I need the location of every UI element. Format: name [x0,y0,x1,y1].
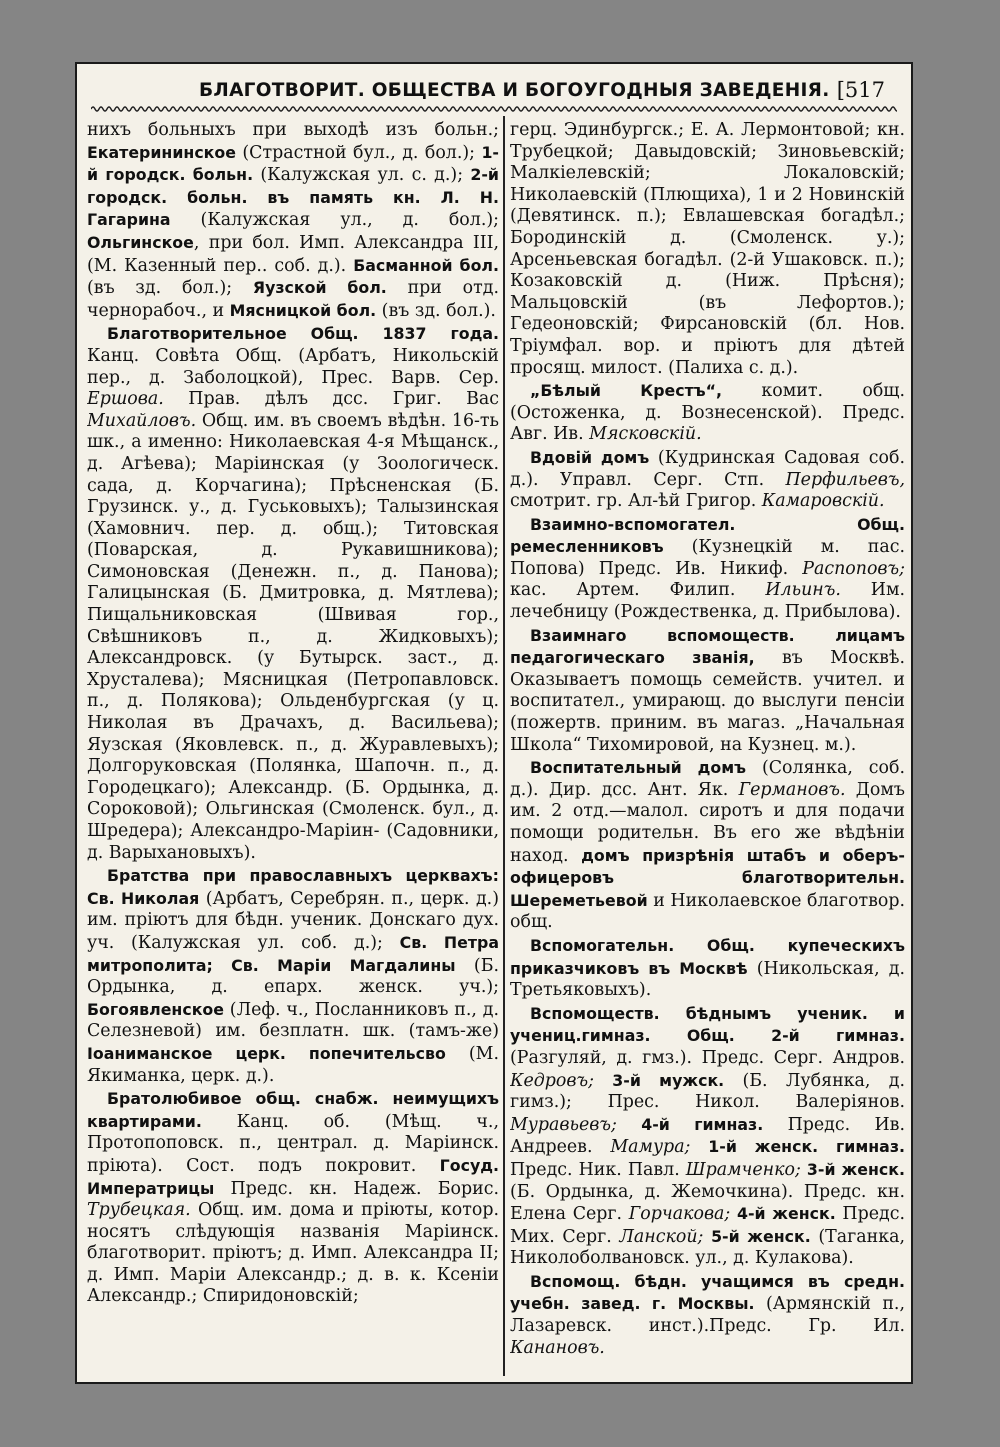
person-name-text: Кедровъ; [510,1070,594,1091]
entry-body-text: (въ зд. бол.); [87,278,253,299]
person-name-text: Германовъ. [738,779,846,800]
page-header [77,74,911,108]
entry-heading-text: Братолюбивое общ. снабж. неимущихъ квартирами. [87,1089,499,1131]
entry-body-text: (Б. Лубянка, д. гимз.); Прес. Никол. Валеріянов. [510,1070,905,1113]
entry-heading-text: Взаимнаго вспомоществ. лицамъ педагогическаго званія, [510,625,905,668]
entry-body-text: Им. лечебницу (Рождественка, д. Прибылова). [510,580,905,623]
entry-body-text: (Никольская, д. Третьяковыхъ). [510,958,905,1001]
entry-heading-text: 3-й женск. [806,1159,905,1179]
person-name-text: Ершова. [87,389,164,410]
entry-heading-text: Вспомощ. бѣдн. учащимся въ средн. учебн. завед. г. Москвы. [510,1271,905,1314]
entry-body-text: въ Москвѣ. Оказываетъ помощь семейств. учител. и воспитател., умирающ. до выслуги пенсіи (пожертв. приним. въ магаз. „Начальная Школа“ Тихомировой, на Кузнец. м.). [510,648,905,755]
person-name-text: Мясковскій. [589,424,702,445]
entry-body-text: (Армянскій п., Лазаревск. инст.).Предс. Гр. Ил. [510,1294,905,1337]
column-divider [503,116,505,1376]
entry-body-text: (Таганка, Николоболвановск. ул., д. Кулакова). [510,1226,905,1269]
entry-body-text: (М. Якиманка, церк. д.). [87,1043,499,1086]
entry-body-text [617,1115,641,1135]
book-page [75,62,913,1384]
entry-body-text: (Арбатъ, Серебрян. п., церк. д.) им. пріютъ для бѣдн. ученик. Донскаго дух. уч. (Калужская ул. соб. д.); [87,888,499,953]
entry-body-text: (Калужская ул., д. бол.); [170,210,499,231]
entry-body-text: герц. Эдинбургск.; Е. А. Лермонтовой; кн. Трубецкой; Давыдовскій; Зиновьевскій; Малкіелевскій; Локаловскій; Николаевскій (Плющиха), 1 и 2 Новинскій (Девятинск. п.); Евлашевская богадѣл.; Бородинскій д. (Смоленск. у.); Арсеньевская богадѣл. (2-й Ушаковск. п.); Козаковскій д. (Ниж. Прѣсня); Мальцовскій (въ Лефортов.); Гедеоновскій; Фирсановскій (бл. Нов. Тріумфал. вор. и пріютъ для дѣтей просящ. милост. (Палиха с. д.). [510,120,905,378]
entry-heading-text: Св. Петра митрополита; Св. Маріи Магдалины [87,932,499,975]
entry-heading-text: Ольгинское [87,232,194,252]
entry-body-text: (Разгуляй, д. гмз.). Предс. Серг. Андров. [510,1047,905,1068]
right-column [510,120,905,1372]
entry-body-text: Предс. Мих. Серг. [510,1204,905,1247]
person-name-text: Горчакова; [628,1204,731,1225]
entry-body-text [594,1071,612,1091]
person-name-text: Канановъ. [510,1337,605,1358]
entry-body-text [690,1137,708,1157]
entry-body-text: Прав. дѣлъ дсс. Григ. Вас [163,389,499,410]
entry-body-text: (въ зд. бол.). [376,300,496,321]
entry-body-text: смотрит. гр. Ал-ѣй Григор. [510,491,762,512]
entry-body-text: Предс. кн. Надеж. Борис. [214,1178,499,1199]
entry-heading-text: 1-й женск. гимназ. [708,1137,905,1157]
entry-body-text: (Б. Ордынка, д. епарх. женск. уч.); [87,955,499,998]
person-name-text: Трубецкая. [87,1200,191,1221]
person-name-text: Распоповъ; [802,558,905,579]
entry-body-text: и Николаевское благотвор. общ. [510,890,905,933]
directory-entry [510,380,905,446]
directory-entry [510,757,905,934]
entry-heading-text: Басманной бол. [353,255,499,275]
entry-heading-text: Братства при православныхъ церквахъ: Св. Николая [87,866,499,908]
left-column [87,120,499,1372]
entry-body-text: Канц. об. (Мѣщ. ч., Протопоповск. п., централ. д. Маріинск. пріюта). Сост. подъ покровит. [87,1111,499,1176]
entry-heading-text: Взаимно-вспомогател. Общ. ремесленниковъ [510,514,905,557]
entry-body-text [703,1227,711,1247]
directory-entry [87,1088,499,1308]
entry-body-text: (Калужская ул. с. д.); [253,165,471,186]
running-title: БЛАГОТВОРИТ. ОБЩЕСТВА И БОГОУГОДНЫЯ ЗАВЕДЕНІЯ. [199,80,830,101]
person-name-text: Мамура; [610,1137,691,1158]
directory-entry [87,120,499,322]
entry-body-text: Общ. им. въ своемъ вѣдѣн. 16-ть шк., а именно: Николаевская 4-я Мѣщанск., д. Агѣева); Маріинская (у Зоологическ. сада, д. Корчагина); Прѣсненская (Б. Грузинск. у., д. Гуськовыхъ); Талызинская (Хамовнич. пер. д. общ.); Титовская (Поварская, д. Рукавишникова); Симоновская (Денежн. п., д. Панова); Галицынская (Б. Дмитровка, д. Мятлева); Пищальниковская (Швивая гор., Свѣшниковъ п., д. Жидковыхъ); Александровск. (у Бутырск. заст., д. Хрусталева); Мясницкая (Петропавловск. п., д. Полякова); Ольденбургская (у ц. Николая въ Драчахъ, д. Васильева); Яузская (Яковлевск. п., д. Журавлевыхъ); Долгоруковская (Полянка, Шапочн. п., д. Городецкаго); Александр. (Б. Ордынка, д. Сороковой); Ольгинская (Смоленск. бул., д. Шредера); Александро-Маріин- (Садовники, д. Варыхановыхъ). [87,410,499,863]
entry-body-text: Предс. Ник. Павл. [510,1159,686,1180]
entry-heading-text: Госуд. Императрицы [87,1155,499,1198]
entry-heading-text: Вдовій домъ [530,447,650,467]
header-wavy-rule [91,104,897,114]
entry-body-text: (Солянка, соб. д.). Дир. дсс. Ант. Як. [510,758,905,800]
directory-entry [87,323,499,864]
entry-heading-text: 4-й гимназ. [641,1114,764,1134]
entry-heading-text: 2-й городск. больн. въ память кн. Л. Н. Гагарина [87,165,499,230]
entry-heading-text: Мясницкой бол. [229,300,377,320]
entry-body-text: Домъ им. 2 отд.—малол. сиротъ и для подачи помощи родительн. Въ его же вѣдѣніи наход. [510,779,905,866]
entry-heading-text: Іоаниманское церк. попечительсво [87,1043,446,1063]
entry-body-text [730,1204,737,1224]
entry-body-text: (Б. Ордынка, д. Жемочкина). Предс. кн. Елена Серг. [510,1181,905,1225]
entry-body-text: (Кудринская Садовая соб. д.). Управл. Серг. Стп. [510,447,905,490]
entry-heading-text: Вспомоществ. бѣднымъ ученик. и учениц.гимназ. Общ. 2-й гимназ. [510,1003,905,1046]
directory-entry [510,625,905,757]
directory-entry [510,447,905,513]
entry-body-text: Предс. Ив. Андреев. [510,1114,905,1158]
entry-body-text: кас. Артем. Филип. [510,580,766,601]
person-name-text: Камаровскій. [761,491,885,512]
entry-heading-text: 1-й городск. больн. [87,142,499,185]
entry-heading-text: Благотворительное Общ. 1837 года. [107,324,499,344]
entry-heading-text: 5-й женск. [711,1226,811,1246]
entry-heading-text: 3-й мужск. [612,1070,725,1090]
directory-entry [510,1271,905,1359]
entry-body-text: комит. общ. (Остоженка, д. Вознесенской). Предс. Авг. Ив. [510,381,905,445]
person-name-text: Ильинъ. [765,580,841,601]
entry-heading-text: Яузской бол. [252,278,387,298]
entry-heading-text: Воспитательный домъ [530,758,747,778]
entry-heading-text: Вспомогательн. Общ. купеческихъ приказчиковъ въ Москвѣ [510,935,905,978]
entry-heading-text: „Бѣлый Крестъ“, [530,381,723,401]
entry-heading-text: 4-й женск. [737,1204,836,1224]
person-name-text: Перфильевъ, [785,469,905,490]
directory-entry [510,120,905,379]
person-name-text: Шрамченко; [685,1159,801,1180]
entry-heading-text: Екатерининское [87,142,236,162]
person-name-text: Ланской; [619,1226,704,1247]
page-number: [517 [836,78,885,102]
entry-heading-text: Богоявленское [87,999,224,1019]
entry-body-text: , при бол. Имп. Александра III, (М. Казенный пер.. соб. д.). [87,232,499,276]
entry-body-text: Канц. Совѣта Общ. (Арбатъ, Никольскій пер., д. Заболоцкой), Прес. Варв. Сер. [87,345,499,388]
directory-entry [87,865,499,1087]
entry-body-text: при отд. чернорабоч., и [87,278,499,321]
directory-entry [510,935,905,1002]
entry-body-text: Общ. им. дома и пріюты, котор. носятъ слѣдующія названія Маріинск. благотворит. пріютъ; д. Имп. Александра II; д. Имп. Маріи Александр.; д. в. к. Ксеніи Александр.; Спиридоновскій; [87,1200,499,1307]
directory-entry [510,1003,905,1270]
entry-body-text: нихъ больныхъ при выходѣ изъ больн.; [87,120,499,140]
entry-heading-text: домъ призрѣнія штабъ и оберъ-офицеровъ благотворительн. Шереметьевой [510,845,905,910]
entry-body-text: (Кузнецкій м. пас. Попова) Предс. Ив. Никиф. [510,537,905,579]
person-name-text: Муравьевъ; [510,1114,617,1135]
person-name-text: Михайловъ. [87,410,197,431]
entry-body-text: (Леф. ч., Посланниковъ п., д. Селезневой) им. безплатн. шк. (тамъ-же) [87,999,499,1042]
entry-body-text: (Страстной бул., д. бол.); [235,142,482,163]
directory-entry [510,514,905,624]
